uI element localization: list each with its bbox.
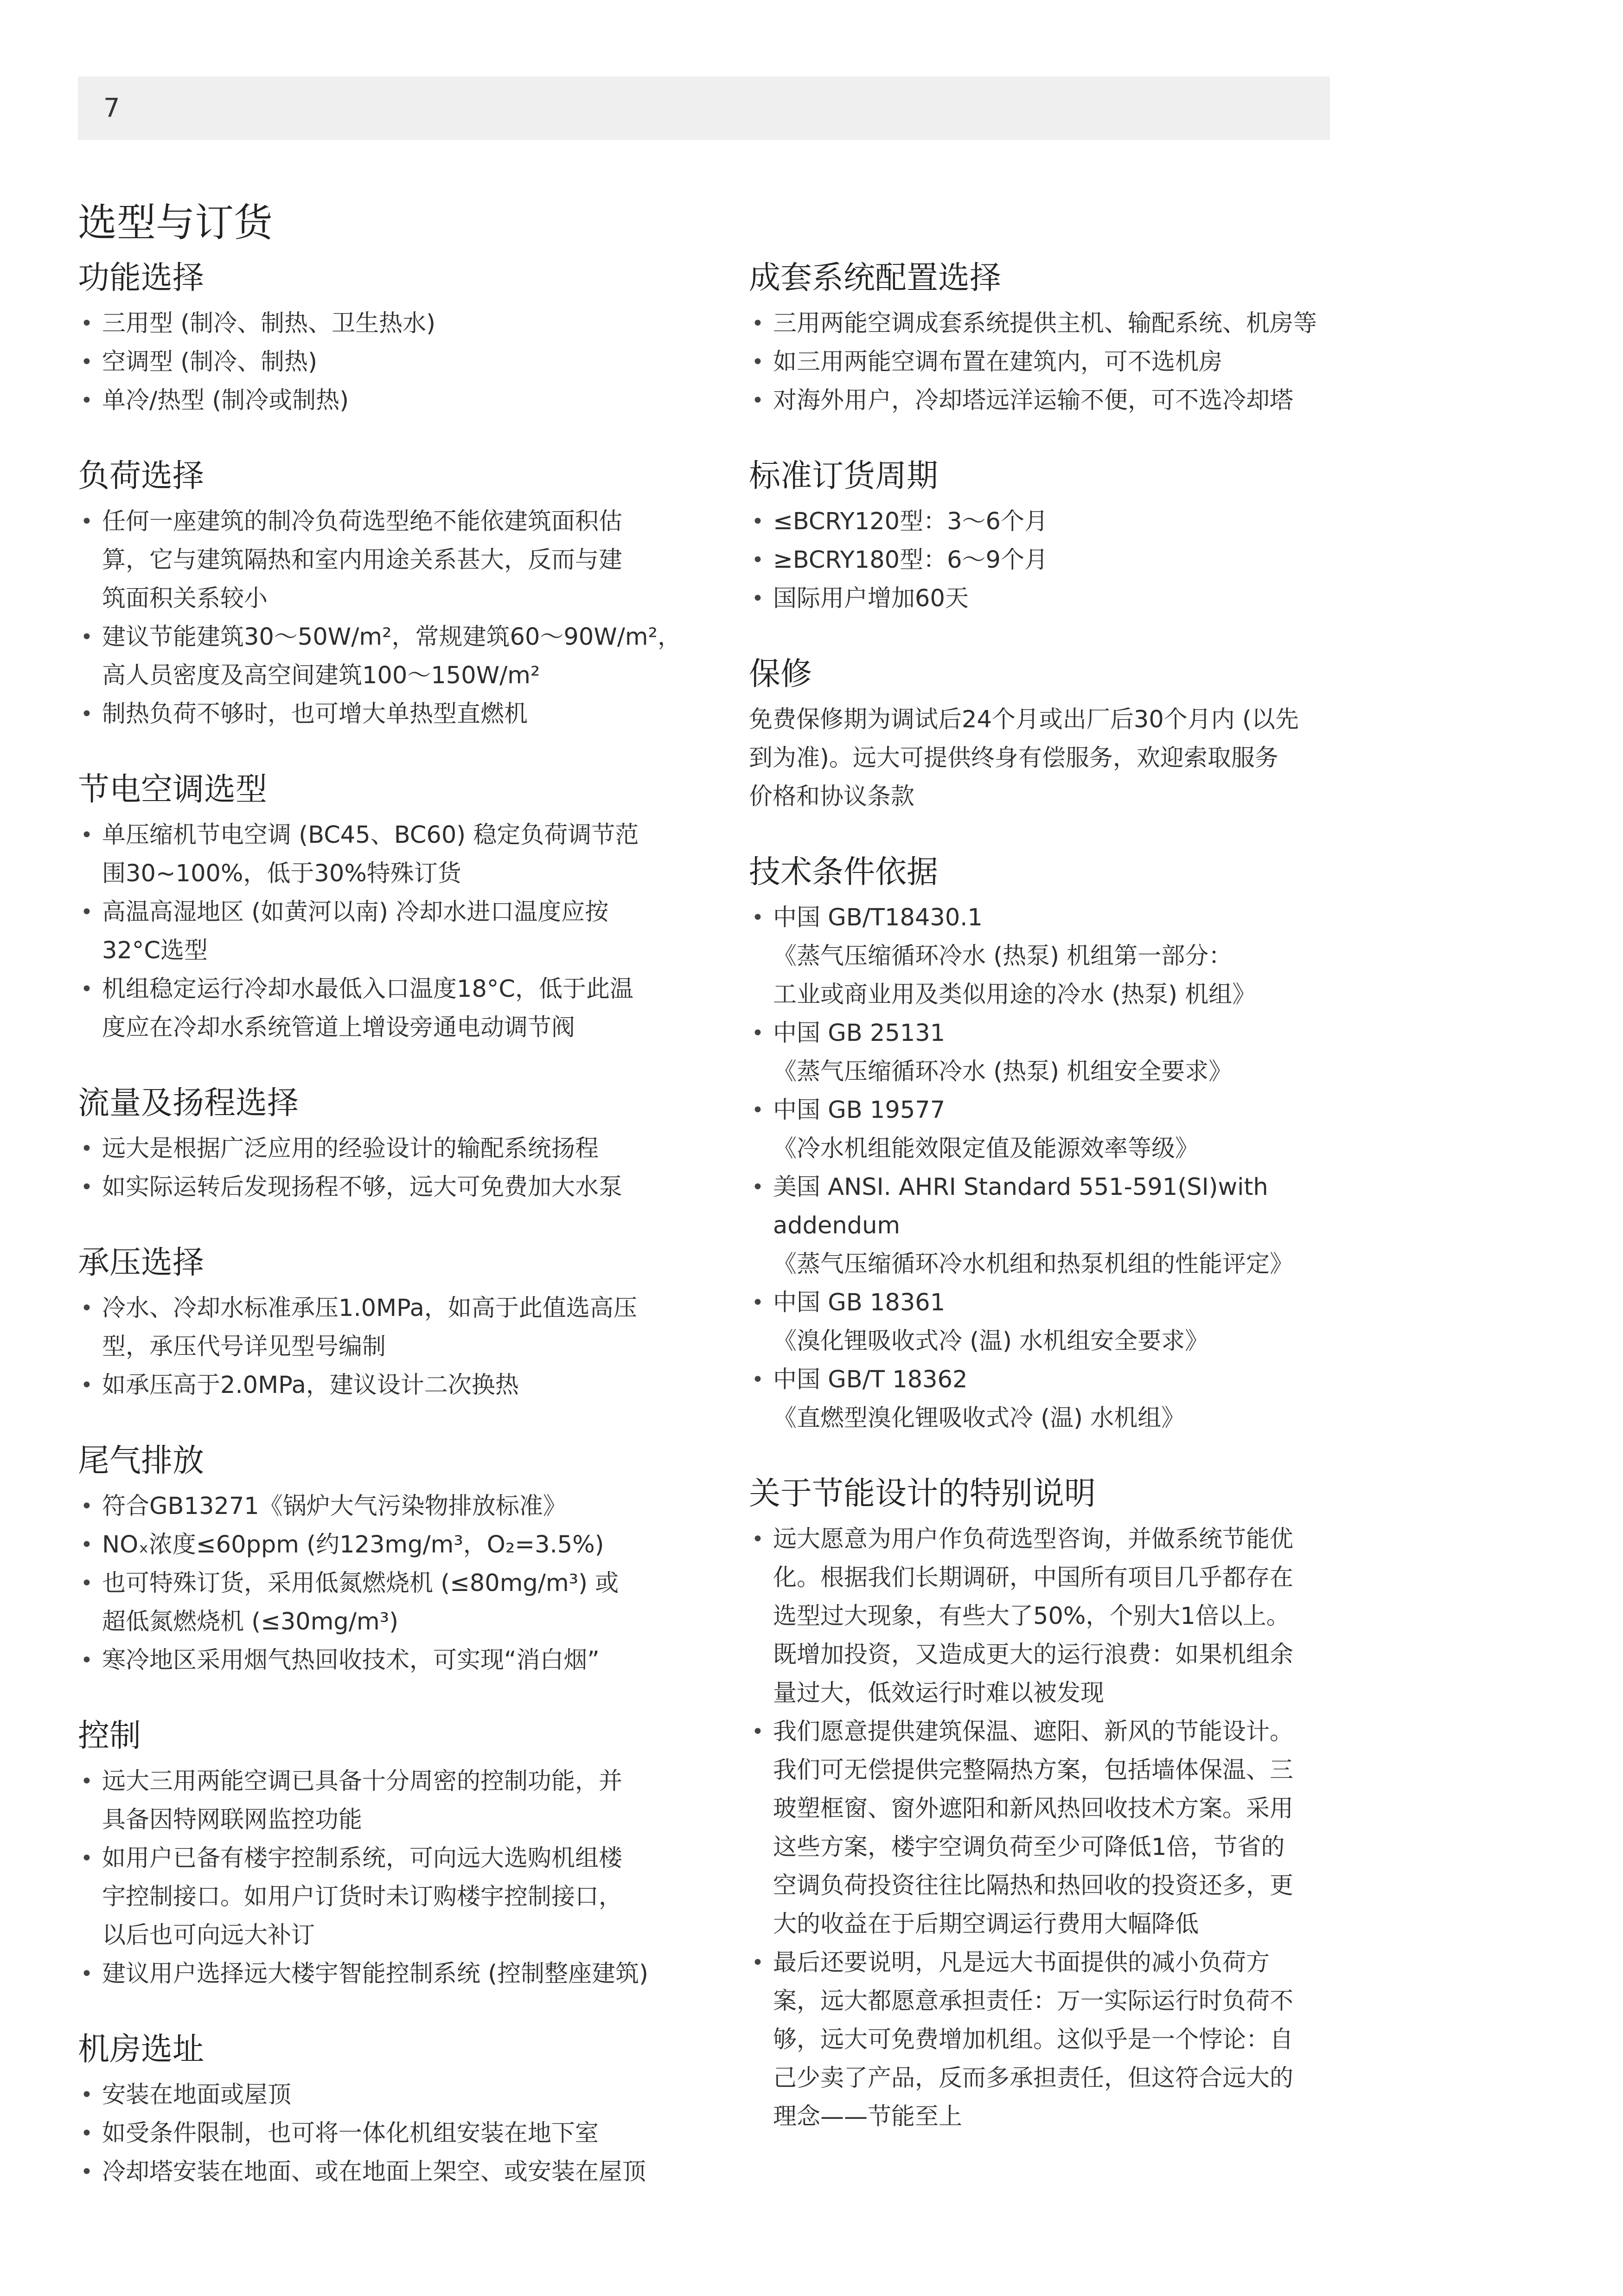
- section-heading: 关于节能设计的特别说明: [749, 1475, 1096, 1512]
- list-item-line: 案，远大都愿意承担责任：万一实际运行时负荷不: [773, 1988, 1294, 2015]
- page-title: 选型与订货: [78, 200, 273, 245]
- list-item-line: addendum: [773, 1212, 901, 1239]
- list-item: [78, 816, 695, 893]
- list-item: [749, 1283, 1352, 1360]
- list-item-line: • 如三用两能空调布置在建筑内，可不选机房: [773, 348, 1223, 376]
- list-item: [78, 618, 695, 695]
- list-item-line: • 如受条件限制，也可将一体化机组安装在地下室: [102, 2120, 599, 2147]
- list-item: [78, 695, 695, 733]
- section: [78, 260, 695, 420]
- list-item-line: • 对海外用户，冷却塔远洋运输不便，可不选冷却塔: [773, 387, 1294, 414]
- list-item-line: • 也可特殊订货，采用低氮燃烧机 (≤80mg/m³) 或: [102, 1570, 619, 1597]
- right-column: [749, 260, 1352, 2174]
- list-item-line: • 安装在地面或屋顶: [102, 2081, 292, 2109]
- list-item-line: • 三用两能空调成套系统提供主机、输配系统、机房等: [773, 310, 1317, 337]
- list-item-line: • ≥BCRY180型：6～9个月: [773, 546, 1048, 574]
- section-heading: 标准订货周期: [749, 458, 939, 494]
- list-item-line: • 建议用户选择远大楼宇智能控制系统 (控制整座建筑): [102, 1960, 649, 1988]
- list-item: [78, 1289, 695, 1366]
- list-item-line: 空调负荷投资往往比隔热和热回收的投资还多，更: [773, 1872, 1294, 1899]
- list-item-line: 这些方案，楼宇空调负荷至少可降低1倍，节省的: [773, 1834, 1285, 1861]
- list-item-line: • 远大三用两能空调已具备十分周密的控制功能，并: [102, 1768, 623, 1795]
- section-heading: 保修: [749, 656, 812, 693]
- list-item: [749, 381, 1352, 420]
- list-item-line: 《蒸气压缩循环冷水机组和热泵机组的性能评定》: [773, 1251, 1294, 1278]
- list-item-line: 我们可无偿提供完整隔热方案，包括墙体保温、三: [773, 1757, 1294, 1784]
- page-header-band: [78, 77, 1330, 140]
- list-item: [78, 1641, 695, 1680]
- list-item-line: 《蒸气压缩循环冷水 (热泵) 机组安全要求》: [773, 1058, 1233, 1085]
- list-item-line: 够，远大可免费增加机组。这似乎是一个悖论：自: [773, 2026, 1294, 2053]
- section-heading: 流量及扬程选择: [78, 1085, 299, 1122]
- list-item: [78, 381, 695, 420]
- list-item: [78, 304, 695, 343]
- list-item-line: 具备因特网联网监控功能: [102, 1806, 363, 1834]
- list-item: [749, 579, 1352, 618]
- bullet-list: [749, 502, 1352, 618]
- list-item: [78, 970, 695, 1047]
- section-heading: 功能选择: [78, 260, 204, 296]
- list-item: [749, 541, 1352, 579]
- list-item-line: 量过大，低效运行时难以被发现: [773, 1680, 1105, 1707]
- list-item-line: • NOₓ浓度≤60ppm (约123mg/m³，O₂=3.5%): [102, 1531, 604, 1558]
- list-item-line: 《直燃型溴化锂吸收式冷 (温) 水机组》: [773, 1405, 1185, 1432]
- list-item-line: • 单冷/热型 (制冷或制热): [102, 387, 349, 414]
- list-item-line: 型，承压代号详见型号编制: [102, 1333, 386, 1360]
- section: [749, 260, 1352, 420]
- list-item-line: • 冷却塔安装在地面、或在地面上架空、或安装在屋顶: [102, 2158, 646, 2186]
- section: [78, 1443, 695, 1680]
- list-item-line: • 建议节能建筑30～50W/m²，常规建筑60～90W/m²，: [102, 623, 682, 651]
- list-item: [78, 1168, 695, 1206]
- list-item: [749, 1168, 1352, 1283]
- list-item-line: 玻塑框窗、窗外遮阳和新风热回收技术方案。采用: [773, 1795, 1294, 1822]
- list-item-line: 高人员密度及高空间建筑100～150W/m²: [102, 662, 540, 689]
- list-item-line: • 冷水、冷却水标准承压1.0MPa，如高于此值选高压: [102, 1295, 637, 1322]
- list-item-line: • 远大愿意为用户作负荷选型咨询，并做系统节能优: [773, 1526, 1294, 1553]
- bullet-list: [78, 2076, 695, 2191]
- list-item-line: • 制热负荷不够时，也可增大单热型直燃机: [102, 700, 528, 728]
- list-item-line: 《溴化锂吸收式冷 (温) 水机组安全要求》: [773, 1328, 1209, 1355]
- list-item-line: 《蒸气压缩循环冷水 (热泵) 机组第一部分：: [773, 943, 1233, 970]
- bullet-list: [749, 1520, 1352, 2136]
- section: [78, 2031, 695, 2191]
- list-item-line: • 寒冷地区采用烟气热回收技术，可实现“消白烟”: [102, 1647, 600, 1674]
- list-item-line: • 如实际运转后发现扬程不够，远大可免费加大水泵: [102, 1174, 623, 1201]
- list-item: [749, 1360, 1352, 1437]
- list-item-line: • 机组稳定运行冷却水最低入口温度18°C，低于此温: [102, 975, 634, 1003]
- list-item-line: • 符合GB13271《锅炉大气污染物排放标准》: [102, 1493, 567, 1520]
- bullet-list: [78, 1289, 695, 1405]
- section-heading: 负荷选择: [78, 458, 204, 494]
- list-item-line: • ≤BCRY120型：3～6个月: [773, 508, 1048, 535]
- section: [78, 1718, 695, 1993]
- list-item-line: 既增加投资，又造成更大的运行浪费：如果机组余: [773, 1641, 1294, 1668]
- list-item-line: • 中国 GB 25131: [773, 1020, 946, 1047]
- list-item-line: 己少卖了产品，反而多承担责任，但这符合远大的: [773, 2065, 1294, 2092]
- list-item-line: 大的收益在于后期空调运行费用大幅降低: [773, 1911, 1199, 1938]
- list-item-line: 算，它与建筑隔热和室内用途关系甚大，反而与建: [102, 546, 623, 574]
- section-paragraph: [749, 700, 1352, 816]
- list-item: [78, 1564, 695, 1641]
- list-item-line: • 中国 GB 18361: [773, 1289, 946, 1316]
- list-item-line: • 任何一座建筑的制冷负荷选型绝不能依建筑面积估: [102, 508, 623, 535]
- list-item: [749, 1014, 1352, 1091]
- paragraph-line: 价格和协议条款: [749, 783, 915, 810]
- list-item-line: • 三用型 (制冷、制热、卫生热水): [102, 310, 436, 337]
- list-item-line: • 我们愿意提供建筑保温、遮阳、新风的节能设计。: [773, 1718, 1294, 1745]
- list-item-line: • 中国 GB/T 18362: [773, 1366, 968, 1393]
- list-item: [78, 2153, 695, 2191]
- list-item: [749, 1712, 1352, 1943]
- list-item: [78, 2076, 695, 2114]
- list-item-line: 理念——节能至上: [773, 2103, 963, 2130]
- list-item-line: 筑面积关系较小: [102, 585, 268, 612]
- list-item-line: • 单压缩机节电空调 (BC45、BC60) 稳定负荷调节范: [102, 821, 639, 849]
- bullet-list: [749, 898, 1352, 1437]
- list-item-line: 化。根据我们长期调研，中国所有项目几乎都存在: [773, 1564, 1294, 1591]
- list-item-line: • 高温高湿地区 (如黄河以南) 冷却水进口温度应按: [102, 898, 609, 926]
- bullet-list: [78, 1487, 695, 1680]
- list-item: [78, 343, 695, 381]
- list-item: [749, 502, 1352, 541]
- list-item: [78, 2114, 695, 2153]
- section-heading: 机房选址: [78, 2031, 204, 2068]
- section-heading: 成套系统配置选择: [749, 260, 1002, 296]
- page-number: 7: [103, 93, 120, 123]
- list-item: [78, 1762, 695, 1839]
- list-item: [78, 1526, 695, 1564]
- list-item-line: 宇控制接口。如用户订货时未订购楼宇控制接口，: [102, 1883, 623, 1911]
- list-item-line: 《冷水机组能效限定值及能源效率等级》: [773, 1135, 1199, 1162]
- list-item-line: • 中国 GB 19577: [773, 1097, 946, 1124]
- list-item-line: • 如用户已备有楼宇控制系统，可向远大选购机组楼: [102, 1845, 623, 1872]
- left-column: [78, 260, 695, 2229]
- paragraph-line: 到为准)。远大可提供终身有偿服务，欢迎索取服务: [749, 744, 1278, 772]
- list-item-line: 32°C选型: [102, 937, 208, 964]
- section-heading: 技术条件依据: [749, 854, 939, 891]
- bullet-list: [78, 1762, 695, 1993]
- section: [749, 1475, 1352, 2136]
- bullet-list: [749, 304, 1352, 420]
- list-item-line: 选型过大现象，有些大了50%，个别大1倍以上。: [773, 1603, 1290, 1630]
- list-item: [78, 1839, 695, 1955]
- list-item: [749, 304, 1352, 343]
- list-item: [749, 1520, 1352, 1712]
- paragraph-line: 免费保修期为调试后24个月或出厂后30个月内 (以先: [749, 706, 1299, 733]
- list-item-line: • 远大是根据广泛应用的经验设计的输配系统扬程: [102, 1135, 599, 1162]
- list-item: [78, 1955, 695, 1993]
- list-item-line: • 中国 GB/T18430.1: [773, 904, 983, 931]
- section-heading: 尾气排放: [78, 1443, 204, 1479]
- section: [749, 656, 1352, 816]
- list-item: [78, 893, 695, 970]
- list-item-line: • 如承压高于2.0MPa，建议设计二次换热: [102, 1372, 519, 1399]
- section: [749, 854, 1352, 1437]
- list-item: [78, 502, 695, 618]
- list-item: [749, 1091, 1352, 1168]
- list-item-line: • 最后还要说明，凡是远大书面提供的减小负荷方: [773, 1949, 1270, 1976]
- section: [78, 1085, 695, 1206]
- list-item-line: 工业或商业用及类似用途的冷水 (热泵) 机组》: [773, 981, 1256, 1008]
- list-item-line: 以后也可向远大补订: [102, 1922, 315, 1949]
- bullet-list: [78, 304, 695, 420]
- section: [78, 458, 695, 733]
- list-item-line: 超低氮燃烧机 (≤30mg/m³): [102, 1608, 398, 1635]
- list-item: [78, 1366, 695, 1405]
- section: [749, 458, 1352, 618]
- bullet-list: [78, 816, 695, 1047]
- list-item-line: • 美国 ANSI. AHRI Standard 551-591(SI)with: [773, 1174, 1268, 1201]
- list-item: [78, 1487, 695, 1526]
- list-item: [749, 1943, 1352, 2136]
- section-heading: 控制: [78, 1718, 141, 1754]
- section-heading: 承压选择: [78, 1244, 204, 1281]
- list-item-line: 围30~100%，低于30%特殊订货: [102, 860, 461, 887]
- bullet-list: [78, 502, 695, 733]
- list-item: [78, 1129, 695, 1168]
- section-heading: 节电空调选型: [78, 771, 268, 808]
- section: [78, 1244, 695, 1405]
- section: [78, 771, 695, 1047]
- list-item-line: • 空调型 (制冷、制热): [102, 348, 318, 376]
- list-item: [749, 898, 1352, 1014]
- bullet-list: [78, 1129, 695, 1206]
- list-item: [749, 343, 1352, 381]
- list-item-line: 度应在冷却水系统管道上增设旁通电动调节阀: [102, 1014, 575, 1041]
- list-item-line: • 国际用户增加60天: [773, 585, 969, 612]
